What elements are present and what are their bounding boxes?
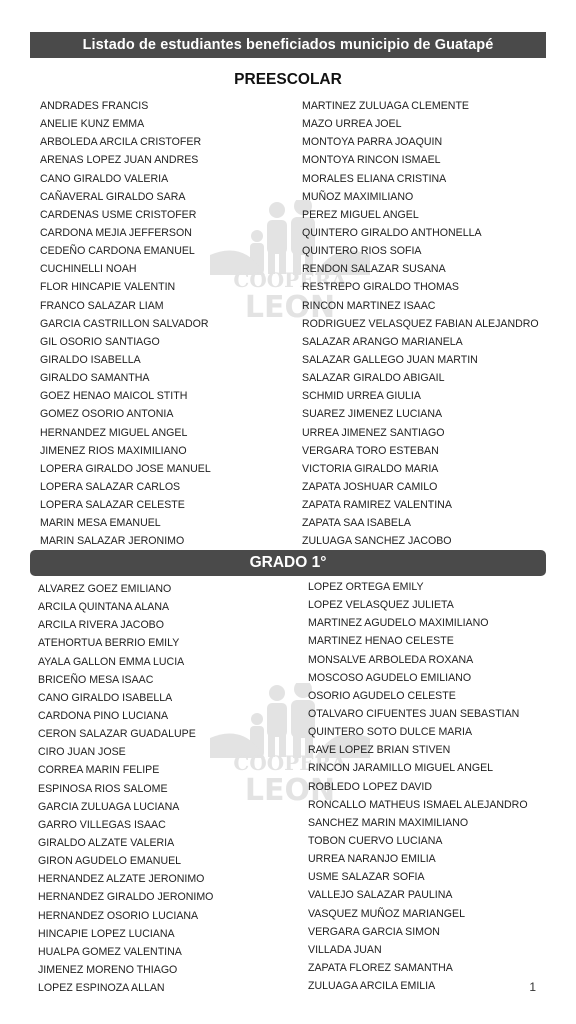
student-name: PEREZ MIGUEL ANGEL [302,208,419,221]
student-name: GIRALDO ALZATE VALERIA [38,836,175,849]
student-name: MARTINEZ AGUDELO MAXIMILIANO [308,617,489,630]
student-name: TOBON CUERVO LUCIANA [308,834,443,847]
preescolar-list-right [302,97,539,551]
grado1-list-right [308,578,528,995]
preescolar-list-left [40,97,211,551]
student-name: GIRALDO ISABELLA [40,353,141,366]
student-name: SANCHEZ MARIN MAXIMILIANO [308,816,469,829]
student-name: CEDEÑO CARDONA EMANUEL [40,245,195,258]
watermark-text-line1: COOPERA [233,751,347,775]
student-name: MARIN MESA EMANUEL [40,517,161,530]
student-name: GIRON AGUDELO EMANUEL [38,855,182,868]
student-name: MORALES ELIANA CRISTINA [302,172,447,185]
watermark-text-line1: COOPERA [233,268,347,292]
student-name: JIMENEZ MORENO THIAGO [38,963,178,976]
student-name: ARCILA RIVERA JACOBO [38,619,164,632]
student-name: SALAZAR ARANGO MARIANELA [302,335,463,348]
student-name: LOPERA SALAZAR CELESTE [40,499,185,512]
student-name: VERGARA TORO ESTEBAN [302,444,439,457]
student-name: RINCON MARTINEZ ISAAC [302,299,436,312]
student-name: URREA JIMENEZ SANTIAGO [302,426,445,439]
student-name: MARTINEZ HENAO CELESTE [308,635,454,648]
student-name: GIRALDO SAMANTHA [40,372,150,385]
student-name: ARCILA QUINTANA ALANA [38,601,170,614]
student-name: VALLEJO SALAZAR PAULINA [308,889,453,902]
section-title-grado1: GRADO 1° [249,554,327,571]
student-name: HINCAPIE LOPEZ LUCIANA [38,927,175,940]
student-name: LOPEZ ORTEGA EMILY [308,581,424,593]
student-name: VERGARA GARCIA SIMON [308,925,440,938]
student-name: RINCON JARAMILLO MIGUEL ANGEL [308,762,494,775]
student-name: CAÑAVERAL GIRALDO SARA [40,190,186,203]
student-name: MARIN SALAZAR JERONIMO [40,535,185,548]
student-name: CARDONA PINO LUCIANA [38,709,169,722]
student-name: GIL OSORIO SANTIAGO [40,335,160,348]
student-name: USME SALAZAR SOFIA [308,871,425,884]
student-name: GOMEZ OSORIO ANTONIA [40,408,174,421]
student-name: CUCHINELLI NOAH [40,263,137,276]
student-name: ARENAS LOPEZ JUAN ANDRES [40,154,199,167]
student-name: MAZO URREA JOEL [302,118,402,131]
student-name: MUÑOZ MAXIMILIANO [302,190,414,203]
student-name: ZAPATA RAMIREZ VALENTINA [302,499,452,512]
student-name: ROBLEDO LOPEZ DAVID [308,780,433,793]
student-name: GARCIA ZULUAGA LUCIANA [38,800,180,813]
student-name: LOPERA SALAZAR CARLOS [40,480,181,493]
section-title-grado1-bar [30,550,546,576]
student-name: LOPERA GIRALDO JOSE MANUEL [40,462,211,475]
student-name: ZAPATA SAA ISABELA [302,517,411,530]
student-name: AYALA GALLON EMMA LUCIA [38,655,185,668]
student-name: HERNANDEZ ALZATE JERONIMO [38,873,205,886]
student-name: BRICEÑO MESA ISAAC [38,673,154,686]
student-name: QUINTERO GIRALDO ANTHONELLA [302,226,482,239]
student-name: URREA NARANJO EMILIA [308,853,436,866]
student-name: LOPEZ ESPINOZA ALLAN [38,982,165,995]
student-name: MONTOYA RINCON ISMAEL [302,154,441,167]
student-name: VASQUEZ MUÑOZ MARIANGEL [308,907,465,920]
page-title: Listado de estudiantes beneficiados municipio de Guatapé [82,37,494,53]
student-name: QUINTERO RIOS SOFIA [302,245,422,258]
student-name: CARDENAS USME CRISTOFER [40,208,197,221]
student-name: HUALPA GOMEZ VALENTINA [38,945,182,958]
student-name: MARTINEZ ZULUAGA CLEMENTE [302,100,469,112]
watermark-text-line2: LEON [244,290,336,325]
student-name: CANO GIRALDO ISABELLA [38,691,173,704]
student-name: MONTOYA PARRA JOAQUIN [302,136,443,149]
student-name: SUAREZ JIMENEZ LUCIANA [302,408,443,421]
student-name: HERNANDEZ GIRALDO JERONIMO [38,891,214,904]
student-name: SALAZAR GIRALDO ABIGAIL [302,372,445,385]
student-name: ZAPATA FLOREZ SAMANTHA [308,961,453,974]
student-name: HERNANDEZ MIGUEL ANGEL [40,426,188,439]
page-number: 1 [529,980,536,994]
watermark-text-line2: LEON [244,773,336,808]
section-title-preescolar: PREESCOLAR [234,71,342,88]
page-title-banner [30,32,546,58]
student-name: ANELIE KUNZ EMMA [40,118,145,131]
student-name: ATEHORTUA BERRIO EMILY [38,637,180,650]
student-name: CERON SALAZAR GUADALUPE [38,728,196,741]
student-name: ARBOLEDA ARCILA CRISTOFER [40,136,202,149]
student-name: CIRO JUAN JOSE [38,746,126,759]
student-name: ESPINOSA RIOS SALOME [38,782,168,795]
student-name: ZULUAGA ARCILA EMILIA [308,980,436,993]
student-name: RESTREPO GIRALDO THOMAS [302,281,459,294]
student-name: LOPEZ VELASQUEZ JULIETA [308,599,454,612]
student-name: ZULUAGA SANCHEZ JACOBO [302,535,452,548]
student-name: CARDONA MEJIA JEFFERSON [40,226,192,239]
student-name: CANO GIRALDO VALERIA [40,172,169,185]
student-name: GARRO VILLEGAS ISAAC [38,818,166,831]
student-name: OTALVARO CIFUENTES JUAN SEBASTIAN [308,707,520,720]
student-name: SCHMID URREA GIULIA [302,390,421,403]
student-name: RONCALLO MATHEUS ISMAEL ALEJANDRO [308,798,528,811]
student-name: MOSCOSO AGUDELO EMILIANO [308,671,472,684]
student-name: QUINTERO SOTO DULCE MARIA [308,726,473,739]
student-name: GOEZ HENAO MAICOL STITH [40,390,188,403]
student-name: JIMENEZ RIOS MAXIMILIANO [40,444,187,457]
student-name: RODRIGUEZ VELASQUEZ FABIAN ALEJANDRO [302,317,539,330]
student-name: RENDON SALAZAR SUSANA [302,263,446,276]
student-name: ALVAREZ GOEZ EMILIANO [38,583,172,595]
student-name: HERNANDEZ OSORIO LUCIANA [38,909,199,922]
student-name: FLOR HINCAPIE VALENTIN [40,281,176,294]
student-name: RAVE LOPEZ BRIAN STIVEN [308,744,451,757]
student-name: GARCIA CASTRILLON SALVADOR [40,317,209,330]
grado1-list-left [38,580,213,997]
student-name: ZAPATA JOSHUAR CAMILO [302,480,438,493]
student-name: VICTORIA GIRALDO MARIA [302,462,439,475]
student-name: OSORIO AGUDELO CELESTE [308,689,456,702]
student-name: CORREA MARIN FELIPE [38,764,160,777]
student-name: MONSALVE ARBOLEDA ROXANA [308,653,474,666]
student-name: SALAZAR GALLEGO JUAN MARTIN [302,353,478,366]
student-name: FRANCO SALAZAR LIAM [40,299,164,312]
student-name: ANDRADES FRANCIS [40,100,149,112]
student-name: VILLADA JUAN [308,943,382,956]
